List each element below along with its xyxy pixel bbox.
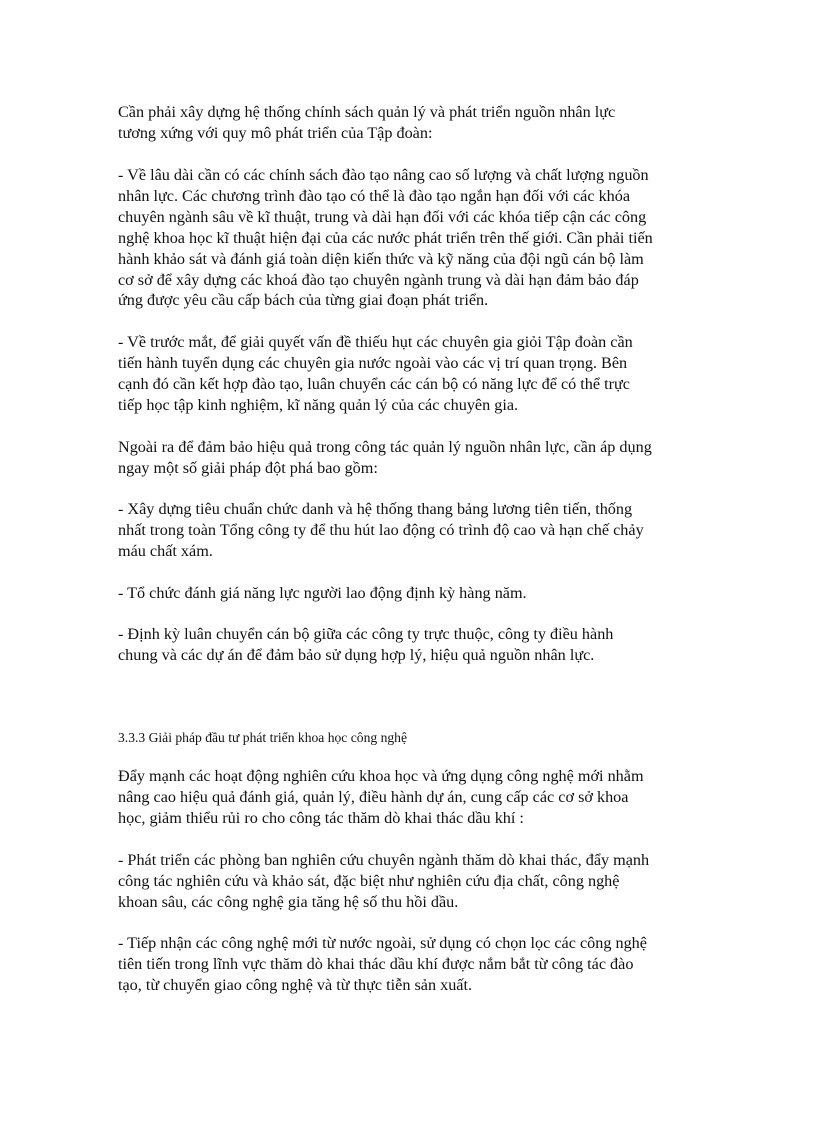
heading-text: 3.3.3 Giải pháp đầu tư phát triển khoa học công nghệ xyxy=(118,730,407,745)
text-line: khoan sâu, các công nghệ gia tăng hệ số thu hồi dầu. xyxy=(118,892,459,911)
text-line: ứng được yêu cầu cấp bách của từng giai đoạn phát triển. xyxy=(118,291,489,310)
section-heading xyxy=(118,729,708,747)
text-line: học, giảm thiểu rủi ro cho công tác thăm dò khai thác dầu khí : xyxy=(118,808,524,827)
text-line: - Xây dựng tiêu chuẩn chức danh và hệ thống thang bảng lương tiên tiến, thống xyxy=(118,500,633,518)
paragraph-short-term xyxy=(118,332,708,416)
text-line: nâng cao hiệu quả đánh giá, quản lý, điều hành dự án, cung cấp các cơ sở khoa xyxy=(118,787,629,806)
text-line: - Định kỳ luân chuyển cán bộ giữa các công ty trực thuộc, công ty điều hành xyxy=(118,625,614,643)
text-line: - Về lâu dài cần có các chính sách đào tạo nâng cao số lượng và chất lượng nguồn xyxy=(118,166,649,184)
text-line: nghệ khoa học kĩ thuật hiện đại của các nước phát triển trên thế giới. Cần phải tiến xyxy=(118,228,653,247)
text-line: Ngoài ra để đảm bảo hiệu quả trong công tác quản lý nguồn nhân lực, cần áp dụng xyxy=(118,438,652,456)
text-line: Cần phải xây dựng hệ thống chính sách quản lý và phát triển nguồn nhân lực xyxy=(118,103,616,121)
text-line: chuyên ngành sâu về kĩ thuật, trung và dài hạn đối với các khóa tiếp cận các công xyxy=(118,207,647,226)
text-line: - Tiếp nhận các công nghệ mới từ nước ngoài, sử dụng có chọn lọc các công nghệ xyxy=(118,934,647,952)
text-line: nhất trong toàn Tổng công ty để thu hút lao động có trình độ cao và hạn chế chảy xyxy=(118,520,644,539)
paragraph-intro xyxy=(118,102,708,144)
paragraph-staff-rotation xyxy=(118,624,708,666)
text-line: tiếp học tập kinh nghiệm, kĩ năng quản lý của các chuyên gia. xyxy=(118,395,519,414)
text-line: cạnh đó cần kết hợp đào tạo, luân chuyển các cán bộ có năng lực để có thể trực xyxy=(118,374,630,393)
text-line: tiến hành tuyển dụng các chuyên gia nước ngoài vào các vị trí quan trọng. Bên xyxy=(118,353,628,372)
paragraph-annual-evaluation xyxy=(118,583,708,604)
paragraph-additional-solutions xyxy=(118,437,708,479)
text-line: tiên tiến trong lĩnh vực thăm dò khai thác dầu khí được nắm bắt từ công tác đào xyxy=(118,954,634,973)
text-line: tương xứng với quy mô phát triển của Tập đoàn: xyxy=(118,123,433,142)
paragraph-salary-standards xyxy=(118,499,708,562)
text-line: Đẩy mạnh các hoạt động nghiên cứu khoa học và ứng dụng công nghệ mới nhằm xyxy=(118,767,644,785)
text-line: - Tổ chức đánh giá năng lực người lao động định kỳ hàng năm. xyxy=(118,584,527,602)
text-line: tạo, từ chuyển giao công nghệ và từ thực tiễn sản xuất. xyxy=(118,975,473,994)
text-line: chung và các dự án để đảm bảo sử dụng hợp lý, hiệu quả nguồn nhân lực. xyxy=(118,645,595,664)
paragraph-research-promotion xyxy=(118,766,708,829)
text-line: công tác nghiên cứu và khảo sát, đặc biệt như nghiên cứu địa chất, công nghệ xyxy=(118,871,620,890)
paragraph-research-departments xyxy=(118,850,708,913)
text-line: ngay một số giải pháp đột phá bao gồm: xyxy=(118,458,378,477)
text-line: - Về trước mắt, để giải quyết vấn đề thiếu hụt các chuyên gia giỏi Tập đoàn cần xyxy=(118,333,633,351)
text-line: hành khảo sát và đánh giá toàn diện kiến thức và kỹ năng của đội ngũ cán bộ làm xyxy=(118,249,644,268)
text-line: máu chất xám. xyxy=(118,541,213,560)
text-line: cơ sở để xây dựng các khoá đào tạo chuyên ngành trung và dài hạn đảm bảo đáp xyxy=(118,270,639,289)
paragraph-long-term xyxy=(118,165,708,311)
text-line: nhân lực. Các chương trình đào tạo có thể là đào tạo ngắn hạn đối với các khóa xyxy=(118,186,631,205)
paragraph-technology-transfer xyxy=(118,933,708,996)
text-line: - Phát triển các phòng ban nghiên cứu chuyên ngành thăm dò khai thác, đẩy mạnh xyxy=(118,851,650,869)
